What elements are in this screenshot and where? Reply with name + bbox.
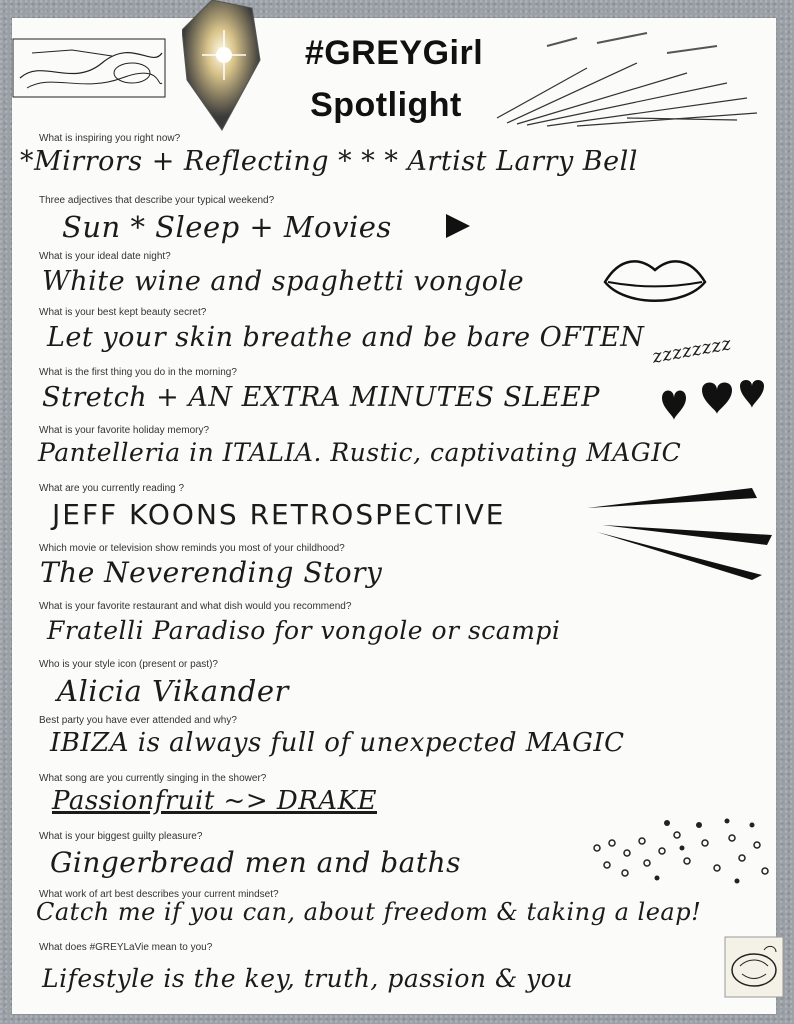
question-label: What is your favorite restaurant and what dish would you recommend? [39,601,352,612]
brush-strokes-decoration [582,480,782,580]
answer-text: *Mirrors + Reflecting * * * Artist Larry Bell [20,146,638,177]
answer-text: The Neverending Story [40,556,383,589]
answer-text: Let your skin breathe and be bare OFTEN [47,322,645,353]
dots-decoration [587,813,777,893]
page-subtitle: Spotlight [310,86,462,124]
question-label: What is your best kept beauty secret? [39,307,207,318]
question-label: Three adjectives that describe your typical weekend? [39,195,275,206]
question-label: What is your biggest guilty pleasure? [39,831,203,842]
question-label: What is your ideal date night? [39,251,171,262]
answer-text: Passionfruit ~> DRAKE [52,786,377,816]
questionnaire-page [12,18,776,1014]
sleep-marks: zzzzzzzz [650,333,734,368]
answer-text: JEFF KOONS RETROSPECTIVE [52,498,506,531]
answer-text: Pantelleria in ITALIA. Rustic, captivating MAGIC [38,438,682,467]
lemon-icon [724,936,784,1000]
question-label: Best party you have ever attended and why? [39,715,237,726]
question-label: Who is your style icon (present or past)? [39,659,218,670]
question-label: What work of art best describes your current mindset? [39,889,279,900]
answer-text: White wine and spaghetti vongole [42,266,525,297]
question-label: What is your favorite holiday memory? [39,425,210,436]
heart-icon [652,378,772,428]
answer-text: Sun * Sleep + Movies [62,210,392,244]
question-label: Which movie or television show reminds you most of your childhood? [39,543,345,554]
pen-strokes-decoration [487,28,767,128]
lips-icon [600,252,710,310]
answer-text: Fratelli Paradiso for vongole or scampi [47,616,561,645]
answer-text: Stretch + AN EXTRA MINUTES SLEEP [42,382,600,413]
question-label: What is inspiring you right now? [39,133,181,144]
question-label: What song are you currently singing in the shower? [39,773,267,784]
question-label: What is the first thing you do in the morning? [39,367,237,378]
question-label: What are you currently reading ? [39,483,185,494]
answer-text: Lifestyle is the key, truth, passion & you [42,964,573,993]
arrow-icon [442,210,474,242]
answer-text: Alicia Vikander [57,674,289,708]
answer-text: IBIZA is always full of unexpected MAGIC [50,728,625,758]
answer-text: Gingerbread men and baths [50,846,462,879]
page-title: #GREYGirl [304,34,484,72]
answer-text: Catch me if you can, about freedom & taking a leap! [36,898,702,926]
question-label: What does #GREYLaVie mean to you? [39,942,213,953]
